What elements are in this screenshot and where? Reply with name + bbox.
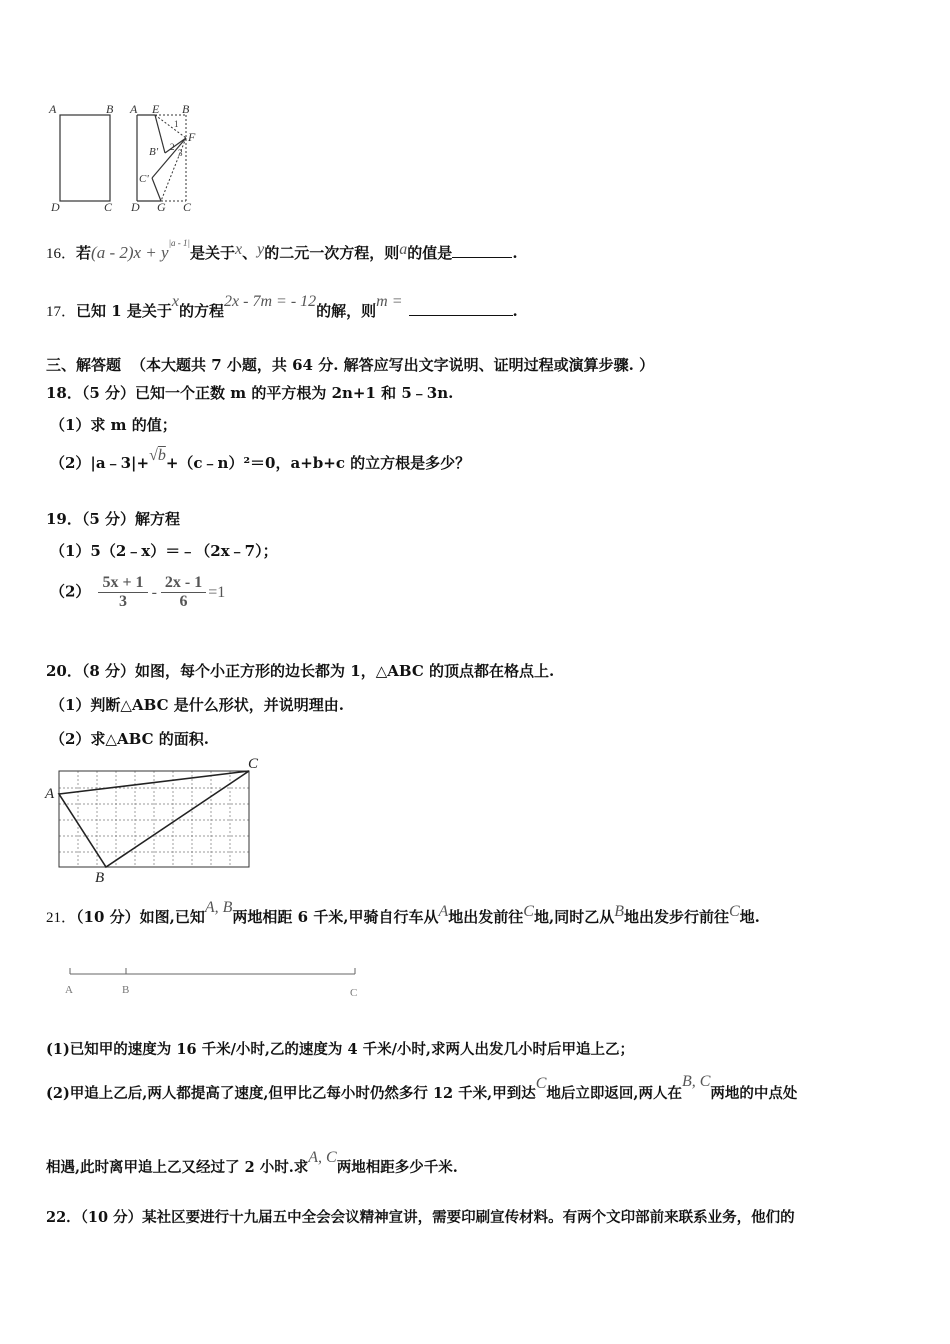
grid-triangle-figure [40,756,270,886]
point-A-label: A [65,984,73,996]
number-line-figure [60,962,370,1004]
vertex-B: B [95,870,105,886]
question-18-head: 18．（5 分）已知一个正数 m 的平方根为 2n+1 和 5﹣3n. [46,384,454,402]
label-G-right: G [157,200,166,214]
angle-label-3: 3 [178,148,183,158]
question-22: 22．（10 分）某社区要进行十九届五中全会会议精神宣讲，需要印刷宣传材料。有两个文印部前来联系业务，他们的 [46,1209,795,1226]
question-19-head: 19．（5 分）解方程 [46,510,181,528]
fold-rectangle-figure [40,98,210,216]
question-20-part2: （2）求△ABC 的面积. [50,730,209,748]
label-C-left: C [104,200,113,214]
label-A-right: A [130,102,138,116]
question-16: 16．若$(a - 2)x + y^{|a - 1|}$是关于x、y的二元一次方程，则a的值是 . [46,238,518,262]
label-D-right: D [131,200,140,214]
label-A-left: A [49,102,57,116]
answer-blank-17[interactable] [409,315,513,316]
question-21-part2-cont: 相遇,此时离甲追上乙又经过了 2 小时.求A, C两地相距多少千米. [46,1149,458,1176]
label-Bprime-right: B' [149,146,159,158]
question-20-part1: （1）判断△ABC 是什么形状，并说明理由. [50,696,344,714]
point-C-label: C [350,987,358,999]
label-C-right: C [183,200,192,214]
label-B-left: B [106,102,114,116]
angle-label-2: 2 [170,142,175,152]
label-B-right: B [182,102,190,116]
label-D-left: D [51,200,60,214]
question-18-part1: （1）求 m 的值； [50,416,177,434]
label-E-right: E [152,102,160,116]
question-21-part2: (2)甲追上乙后,两人都提高了速度,但甲比乙每小时仍然多行 12 千米,甲到达C地后立即返回,两人在B, C两地的中点处 [46,1073,798,1102]
vertex-A: A [45,786,55,802]
fraction-1: $\frac{5x + 1}{3}$ [98,574,147,611]
point-B-label: B [122,984,130,996]
vertex-C: C [248,756,259,772]
question-21-head: 21．（10 分）如图,已知A, B两地相距 6 千米,甲骑自行车从A地出发前往C地,同时乙从B地出发步行前往C地. [46,899,760,926]
label-Cprime-right: C' [139,173,149,185]
angle-label-1: 1 [174,119,179,129]
question-19-part2: （2） $\frac{5x + 1}{3}$ - $\frac{2x - 1}{6}$ =1 [50,574,226,610]
question-20-head: 20．（8 分）如图，每个小正方形的边长都为 1，△ABC 的顶点都在格点上. [46,662,555,680]
question-18-part2: （2）|a﹣3|+√b+（c﹣n）²＝0，a+b+c 的立方根是多少？ [50,447,471,472]
question-17: 17．已知 1 是关于x的方程2x - 7m = - 12的解，则m =. [46,293,518,320]
answer-blank-16[interactable] [452,257,512,258]
label-F-right: F [188,130,196,144]
question-19-part1: （1）5（2﹣x）＝﹣（2x﹣7）； [50,542,278,560]
fraction-2: $\frac{2x - 1}{6}$ [161,574,206,611]
section-3-heading: 三、解答题 （本大题共 7 小题，共 64 分. 解答应写出文字说明、证明过程或演算步骤. ） [46,356,655,374]
question-21-part1: (1)已知甲的速度为 16 千米/小时,乙的速度为 4 千米/小时,求两人出发几小时后甲追上乙； [46,1041,634,1058]
